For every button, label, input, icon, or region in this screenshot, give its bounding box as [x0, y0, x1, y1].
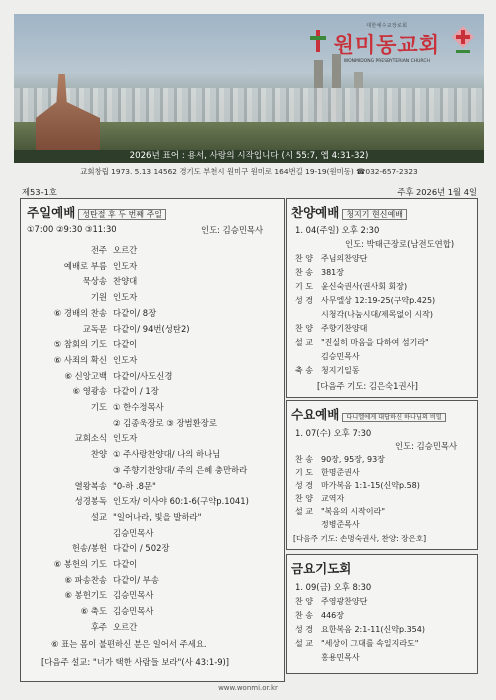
friday-title: 금요기도회 — [291, 561, 352, 576]
order-value: ③ 주향기찬양대/ 주의 은혜 충만하라 — [113, 464, 248, 475]
order-value: ① 한수정목사 — [113, 402, 164, 412]
order-label: 기 도 — [295, 468, 313, 477]
issue-date: 주후 2026년 1월 4일 — [397, 187, 477, 197]
order-label: ⑥ 영광송 — [72, 386, 107, 397]
header-photo — [14, 14, 484, 160]
order-value: "0-하 .8문" — [113, 480, 156, 491]
sunday-title: 주일예배 — [27, 205, 76, 220]
order-label: 찬 양 — [295, 494, 313, 503]
order-label: ⑤ 참회의 기도 — [53, 339, 107, 350]
order-value: 90장, 95장, 93장 — [321, 455, 385, 464]
order-label: ⑥ 축도 — [80, 606, 107, 617]
order-value: 정병준목사 — [321, 520, 360, 529]
order-label: 성 경 — [295, 296, 313, 305]
order-label: 기 도 — [295, 282, 313, 291]
sunday-times: ①7:00 ②9:30 ③11:30 — [27, 224, 117, 234]
order-value: 윤신숙권사(권사회 회장) — [321, 282, 408, 291]
order-label: ⑥ 봉헌기도 — [64, 590, 107, 601]
order-label: 설 교 — [295, 338, 313, 347]
order-value: 446장 — [321, 611, 344, 620]
praise-title-row — [291, 203, 407, 221]
order-value: 김승민목사 — [113, 606, 154, 617]
wednesday-date: 1. 07(수) 오후 7:30 — [295, 428, 372, 438]
order-label: 전주 — [90, 245, 107, 255]
sunday-note: ⑥ 표는 몸이 불편하신 분은 일어서 주세요. — [51, 639, 207, 649]
order-label: 찬 송 — [295, 268, 313, 277]
order-value: 홍용민목사 — [321, 653, 360, 662]
order-value: 시청각(나눔시대/제목없이 시작) — [321, 310, 433, 319]
order-value: 김승민목사 — [321, 352, 360, 361]
order-value: 다같이/ 94번(성탄2) — [113, 323, 190, 334]
order-label: 설 교 — [295, 639, 313, 648]
issue-row — [22, 186, 477, 198]
order-label: ⑥ 경배의 찬송 — [53, 307, 107, 318]
order-value: 청지기일동 — [321, 366, 360, 375]
theme-banner: 2026년 표어 : 용서, 사랑의 시작입니다 (시 55:7, 엡 4:31-32) — [14, 150, 484, 163]
order-label: 찬 양 — [295, 324, 313, 333]
order-value: 찬양대 — [113, 276, 138, 287]
order-value: "일어나라, 빛을 발하라" — [113, 511, 202, 522]
church-subtitle: 대한예수교장로회 — [366, 23, 408, 29]
sunday-badge: 성탄절 후 두 번째 주일 — [78, 209, 166, 220]
order-value: 다같이 / 1장 — [113, 386, 159, 397]
order-label: 찬 양 — [295, 254, 313, 263]
church-english-name: WONMIDONG PRESBYTERIAN CHURCH — [343, 59, 430, 64]
praise-next: [다음주 기도: 김은숙1권사] — [317, 381, 418, 391]
order-label: 후주 — [90, 621, 107, 632]
order-value: 주영광찬양단 — [321, 597, 368, 606]
footer-url: www.wonmi.or.kr — [218, 684, 278, 692]
order-label: 찬 송 — [295, 455, 313, 464]
order-label: 축 송 — [295, 366, 313, 375]
order-value: 인도자 — [113, 292, 138, 303]
church-name: 원미동교회 — [333, 33, 440, 57]
order-label: 헌송/봉헌 — [71, 543, 107, 554]
praise-badge: 청지기 현신예배 — [342, 209, 407, 220]
order-value: "세상이 그대를 속일지라도" — [321, 639, 419, 648]
sunday-next-sermon: [다음주 설교: "너가 택한 사람들 보라"(사 43:1-9)] — [41, 657, 230, 667]
order-label: 묵상송 — [82, 276, 107, 287]
praise-leader: 인도: 박태근장로(남전도연합) — [345, 239, 455, 249]
order-label: 찬 송 — [295, 611, 313, 620]
order-value: "복음의 시작이라" — [321, 507, 385, 516]
friday-prayer-box — [286, 554, 478, 674]
order-label: 설 교 — [295, 507, 313, 516]
wednesday-badge: 다니엘에게 대답하신 하나님의 비밀 — [342, 413, 446, 422]
order-value: 인도자 — [113, 260, 138, 271]
praise-title: 찬양예배 — [291, 205, 340, 220]
order-label: 교독문 — [82, 323, 107, 334]
order-value: 다같이/ 부송 — [113, 574, 159, 585]
order-label: 기원 — [90, 292, 107, 303]
order-value: 주향기찬양대 — [321, 324, 368, 333]
order-value: 오르간 — [113, 245, 138, 255]
order-value: 인도자/ 이사야 60:1-6(구약p.1041) — [113, 496, 249, 507]
order-label: 성 경 — [295, 481, 313, 490]
wednesday-next: [다음주 기도: 손명숙권사, 찬양: 장은호] — [293, 534, 427, 543]
order-value: 다같이 — [113, 559, 138, 569]
cross-icon — [310, 30, 326, 52]
order-label: ⑥ 파송찬송 — [64, 574, 107, 585]
order-label: 열왕복송 — [74, 480, 107, 491]
wednesday-worship-box — [286, 400, 478, 550]
order-value: 인도자 — [113, 433, 138, 444]
issue-number: 제53-1호 — [22, 187, 57, 197]
order-value: "진실히 마음을 다하여 섬기라" — [321, 338, 429, 347]
church-info: 교회창립 1973. 5.13 14562 경기도 부천시 원미구 원미로 164번길 19-19(원미동) ☎032-657-2323 — [80, 167, 418, 176]
church-building — [36, 74, 100, 154]
order-value: 주님의찬양단 — [321, 254, 368, 263]
order-value: 다같이/사도신경 — [113, 370, 173, 381]
order-value: 다같이 — [113, 339, 138, 350]
order-label: ⑥ 봉헌의 기도 — [53, 559, 107, 569]
order-label: 교회소식 — [74, 433, 107, 444]
order-value: 사무엘상 12:19-25(구약p.425) — [321, 296, 436, 305]
order-label: ⑥ 신앙고백 — [64, 370, 107, 381]
order-value: 한명준권사 — [321, 468, 360, 477]
order-value: 인도자 — [113, 354, 138, 365]
sunday-worship-box — [20, 198, 285, 682]
wednesday-title: 수요예배 — [291, 407, 340, 422]
order-value: 마가복음 1:1-15(신약p.58) — [321, 481, 420, 490]
order-value: 요한복음 2:1-11(신약p.354) — [321, 625, 425, 634]
order-value: 다같이/ 8장 — [113, 307, 157, 318]
praise-date: 1. 04(주일) 오후 2:30 — [295, 225, 380, 235]
friday-date: 1. 09(금) 오후 8:30 — [295, 582, 372, 592]
praise-worship-box — [286, 198, 478, 398]
wednesday-leader: 인도: 김승민목사 — [395, 441, 458, 451]
emblem-icon — [450, 24, 476, 54]
church-logo — [334, 22, 440, 64]
sunday-title-row — [27, 203, 166, 221]
order-value: ② 김종욱장로 ③ 장범환장로 — [113, 417, 217, 428]
order-value: 오르간 — [113, 621, 138, 632]
order-value: 김승민목사 — [113, 590, 154, 601]
wednesday-title-row — [291, 405, 446, 423]
order-label: 예배로 부름 — [63, 260, 107, 271]
order-value: 381장 — [321, 268, 344, 277]
order-label: 기도 — [90, 402, 107, 412]
sunday-leader: 인도: 김승민목사 — [201, 225, 264, 235]
order-value: 다같이 / 502장 — [113, 543, 170, 554]
order-label: 성 경 — [295, 625, 313, 634]
order-label: 찬양 — [90, 449, 107, 460]
order-label: 찬 양 — [295, 597, 313, 606]
order-label: 성경봉독 — [74, 496, 107, 507]
order-label: 설교 — [90, 511, 107, 522]
order-value: 김승민목사 — [113, 527, 154, 538]
order-value: ① 주사랑찬양대/ 나의 하나님 — [113, 449, 221, 460]
order-value: 교역자 — [321, 494, 345, 503]
order-label: ⑥ 사죄의 확신 — [53, 354, 107, 365]
